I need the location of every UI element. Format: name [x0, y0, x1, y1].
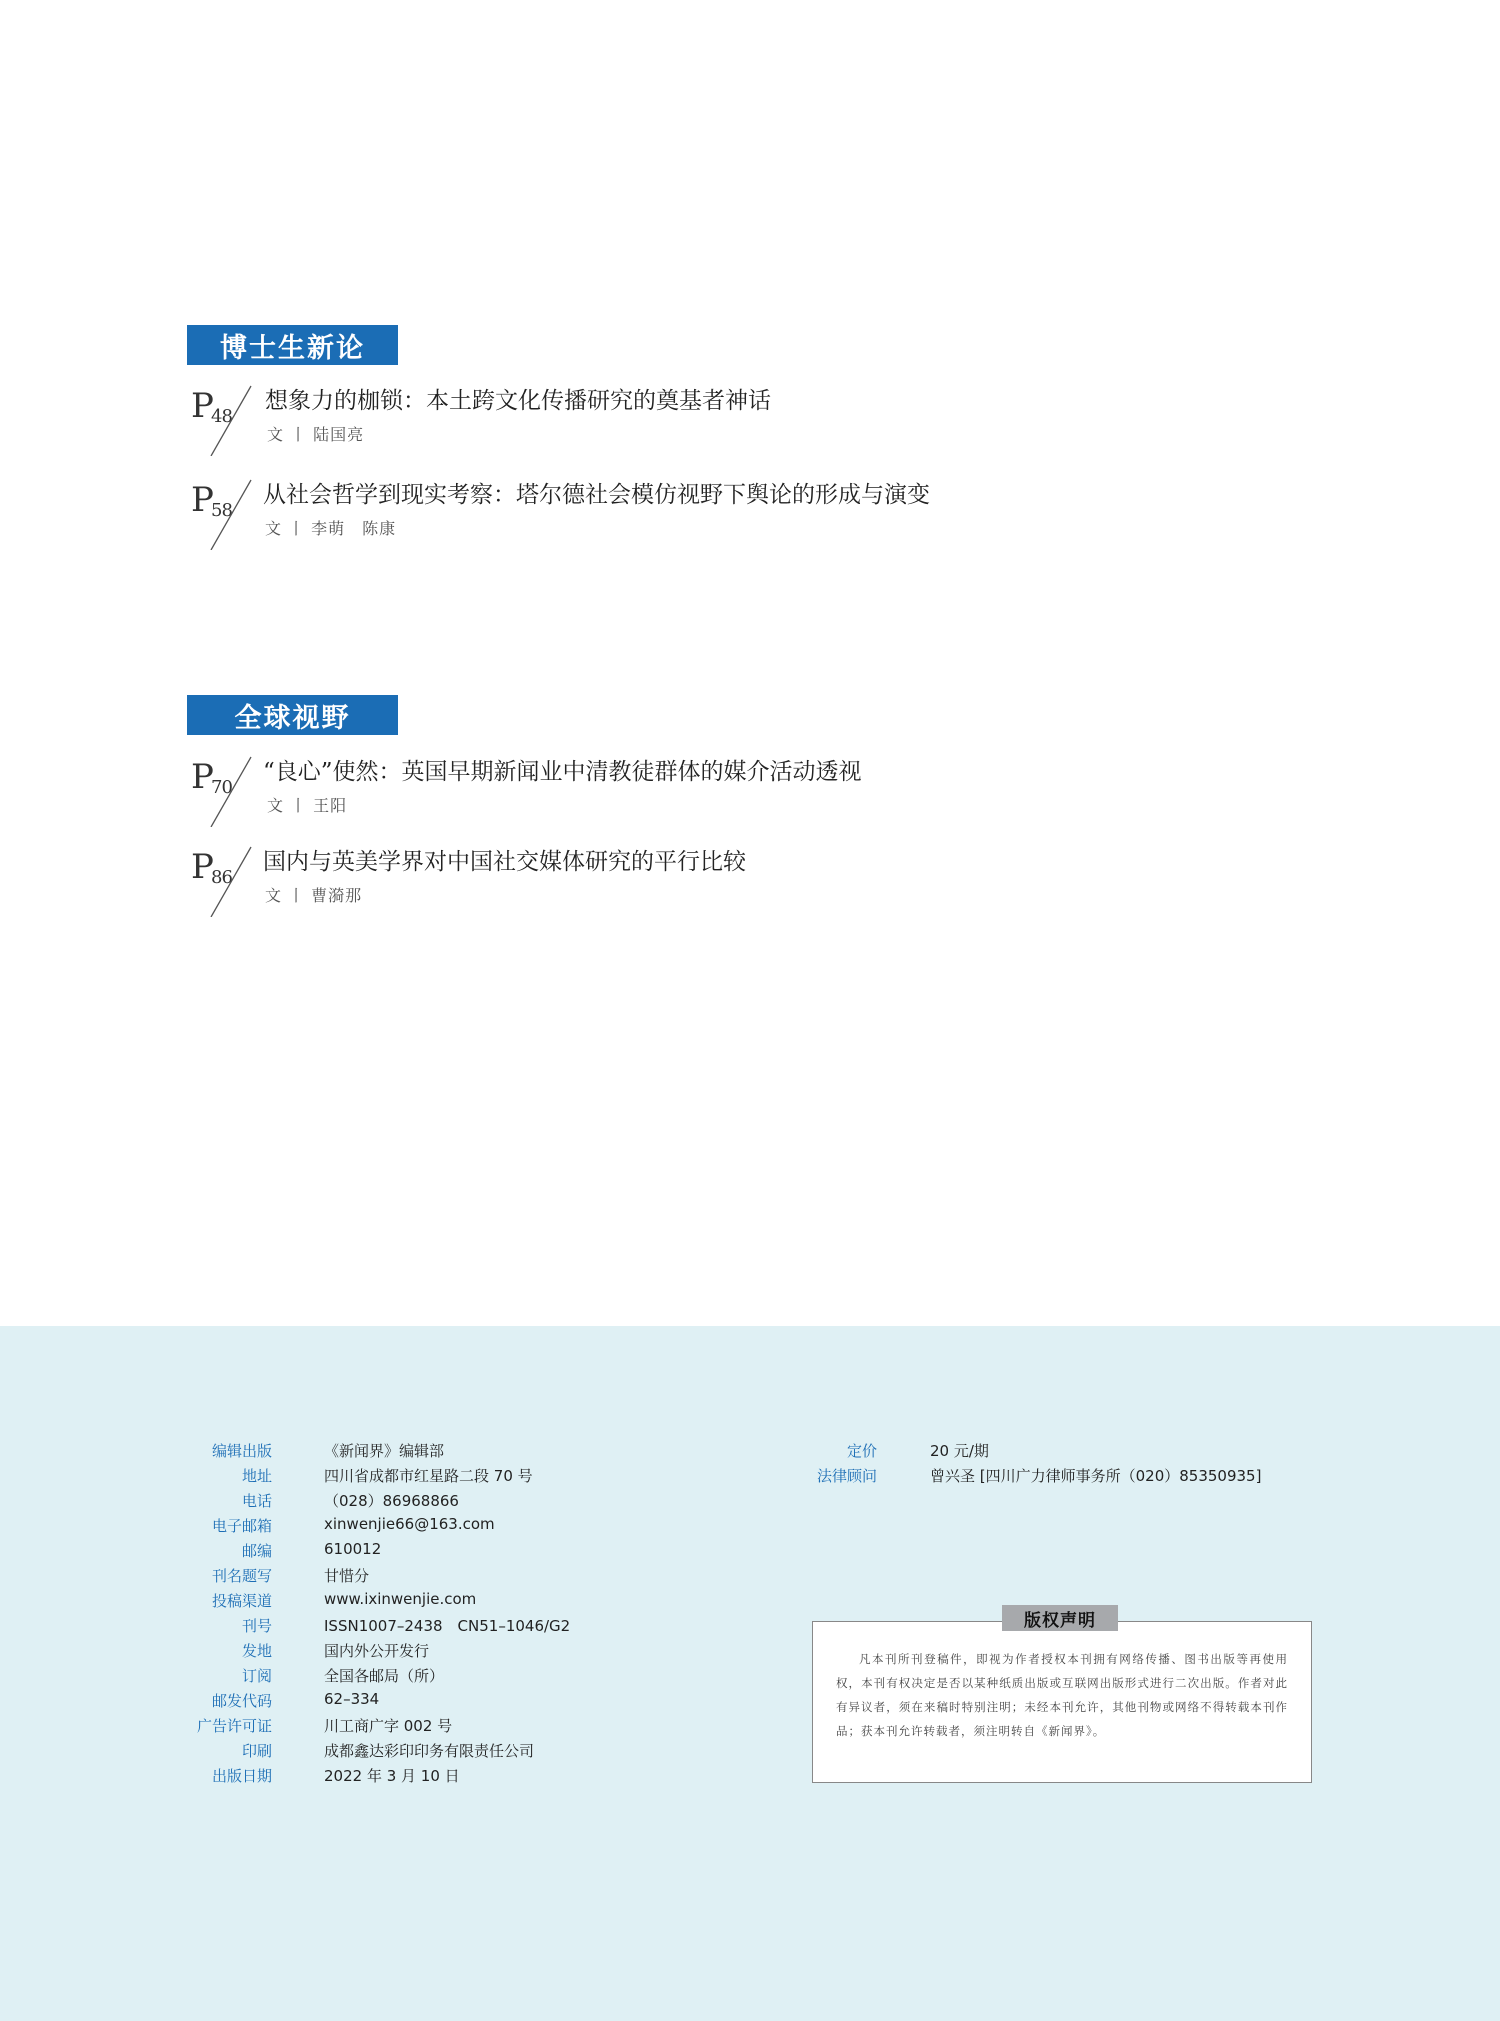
- info-label: 地址: [241, 1467, 272, 1485]
- info-value: （028）86968866: [324, 1492, 459, 1510]
- page-number: 58: [211, 500, 232, 521]
- info-value: ISSN1007–2438 CN51–1046/G2: [324, 1617, 571, 1635]
- toc-entry[interactable]: [187, 753, 1087, 833]
- info-row-label: [0, 1490, 272, 1515]
- page-number: 48: [211, 406, 232, 427]
- entry-title[interactable]: “良心”使然：英国早期新闻业中清教徒群体的媒介活动透视: [263, 759, 862, 785]
- info-row-label: [0, 1765, 272, 1790]
- info-label: 刊名题写: [211, 1567, 272, 1585]
- price-value: 曾兴圣 [四川广力律师事务所（020）85350935]: [930, 1467, 1262, 1485]
- page-number-marker: [187, 478, 259, 550]
- page-prefix: P: [191, 757, 214, 797]
- info-label: 邮发代码: [211, 1692, 272, 1710]
- info-label: 投稿渠道: [211, 1592, 272, 1610]
- slash-divider-icon: [187, 845, 259, 917]
- info-value: 川工商广字 002 号: [324, 1717, 453, 1735]
- info-value: 甘惜分: [324, 1567, 370, 1585]
- page-number: 70: [211, 777, 232, 798]
- info-value: 610012: [324, 1540, 382, 1558]
- info-label: 订阅: [241, 1667, 272, 1685]
- info-label: 电子邮箱: [211, 1517, 272, 1535]
- entry-title[interactable]: 从社会哲学到现实考察：塔尔德社会模仿视野下舆论的形成与演变: [263, 482, 930, 508]
- entry-title[interactable]: 想象力的枷锁：本土跨文化传播研究的奠基者神话: [265, 388, 771, 414]
- info-value: 四川省成都市红星路二段 70 号: [324, 1467, 533, 1485]
- info-row-label: [0, 1665, 272, 1690]
- info-row-label: [0, 1740, 272, 1765]
- info-value: www.ixinwenjie.com: [324, 1590, 477, 1608]
- info-row-label: [0, 1615, 272, 1640]
- copyright-title: 版权声明: [1002, 1605, 1118, 1631]
- entry-title[interactable]: 国内与英美学界对中国社交媒体研究的平行比较: [263, 849, 746, 875]
- entry-author: 文 丨 李萌 陈康: [265, 519, 397, 538]
- info-value: 国内外公开发行: [324, 1642, 430, 1660]
- toc-entry[interactable]: [187, 843, 1087, 923]
- section-header-global: 全球视野: [187, 695, 398, 735]
- toc-entry[interactable]: [187, 382, 1087, 462]
- info-label: 刊号: [241, 1617, 272, 1635]
- info-row-label: [0, 1715, 272, 1740]
- info-label: 印刷: [241, 1742, 272, 1760]
- slash-divider-icon: [187, 478, 259, 550]
- info-row-label: [0, 1590, 272, 1615]
- toc-entry[interactable]: [187, 476, 1087, 556]
- info-label: 编辑出版: [211, 1442, 272, 1460]
- info-label: 广告许可证: [196, 1717, 272, 1735]
- info-row-label: [0, 1515, 272, 1540]
- info-row-label: [0, 1690, 272, 1715]
- page-number-marker: [187, 384, 259, 456]
- info-row-label: [0, 1565, 272, 1590]
- info-label: 发地: [241, 1642, 272, 1660]
- page-number-marker: [187, 755, 259, 827]
- entry-author: 文 丨 王阳: [267, 796, 348, 815]
- info-value: xinwenjie66@163.com: [324, 1515, 495, 1533]
- info-value: 2022 年 3 月 10 日: [324, 1767, 460, 1785]
- info-label: 电话: [241, 1492, 272, 1510]
- copyright-text: 凡本刊所刊登稿件，即视为作者授权本刊拥有网络传播、图书出版等再使用权，本刊有权决定是否以某种纸质出版或互联网出版形式进行二次出版。作者对此有异议者，须在来稿时特别注明；未经本刊允许，其他刊物或网络不得转载本刊作品；获本刊允许转载者，须注明转自《新闻界》。: [836, 1652, 1288, 1738]
- price-value: 20 元/期: [930, 1442, 989, 1460]
- slash-divider-icon: [187, 755, 259, 827]
- info-row-label: [0, 1540, 272, 1565]
- page-prefix: P: [191, 480, 214, 520]
- info-value: 62–334: [324, 1690, 380, 1708]
- entry-author: 文 丨 曹漪那: [265, 886, 363, 905]
- price-label: 法律顾问: [816, 1467, 877, 1485]
- page-prefix: P: [191, 847, 214, 887]
- slash-divider-icon: [187, 384, 259, 456]
- info-row-label: [0, 1640, 272, 1665]
- page-number: 86: [211, 867, 232, 888]
- info-label: 出版日期: [211, 1767, 272, 1785]
- info-value: 全国各邮局（所）: [324, 1667, 445, 1685]
- price-label: 定价: [846, 1442, 877, 1460]
- info-value: 成都鑫达彩印印务有限责任公司: [324, 1742, 535, 1760]
- entry-author: 文 丨 陆国亮: [267, 425, 365, 444]
- info-label: 邮编: [241, 1542, 272, 1560]
- page-number-marker: [187, 845, 259, 917]
- page-prefix: P: [191, 386, 214, 426]
- section-header-doctoral: 博士生新论: [187, 325, 398, 365]
- info-value: 《新闻界》编辑部: [324, 1442, 445, 1460]
